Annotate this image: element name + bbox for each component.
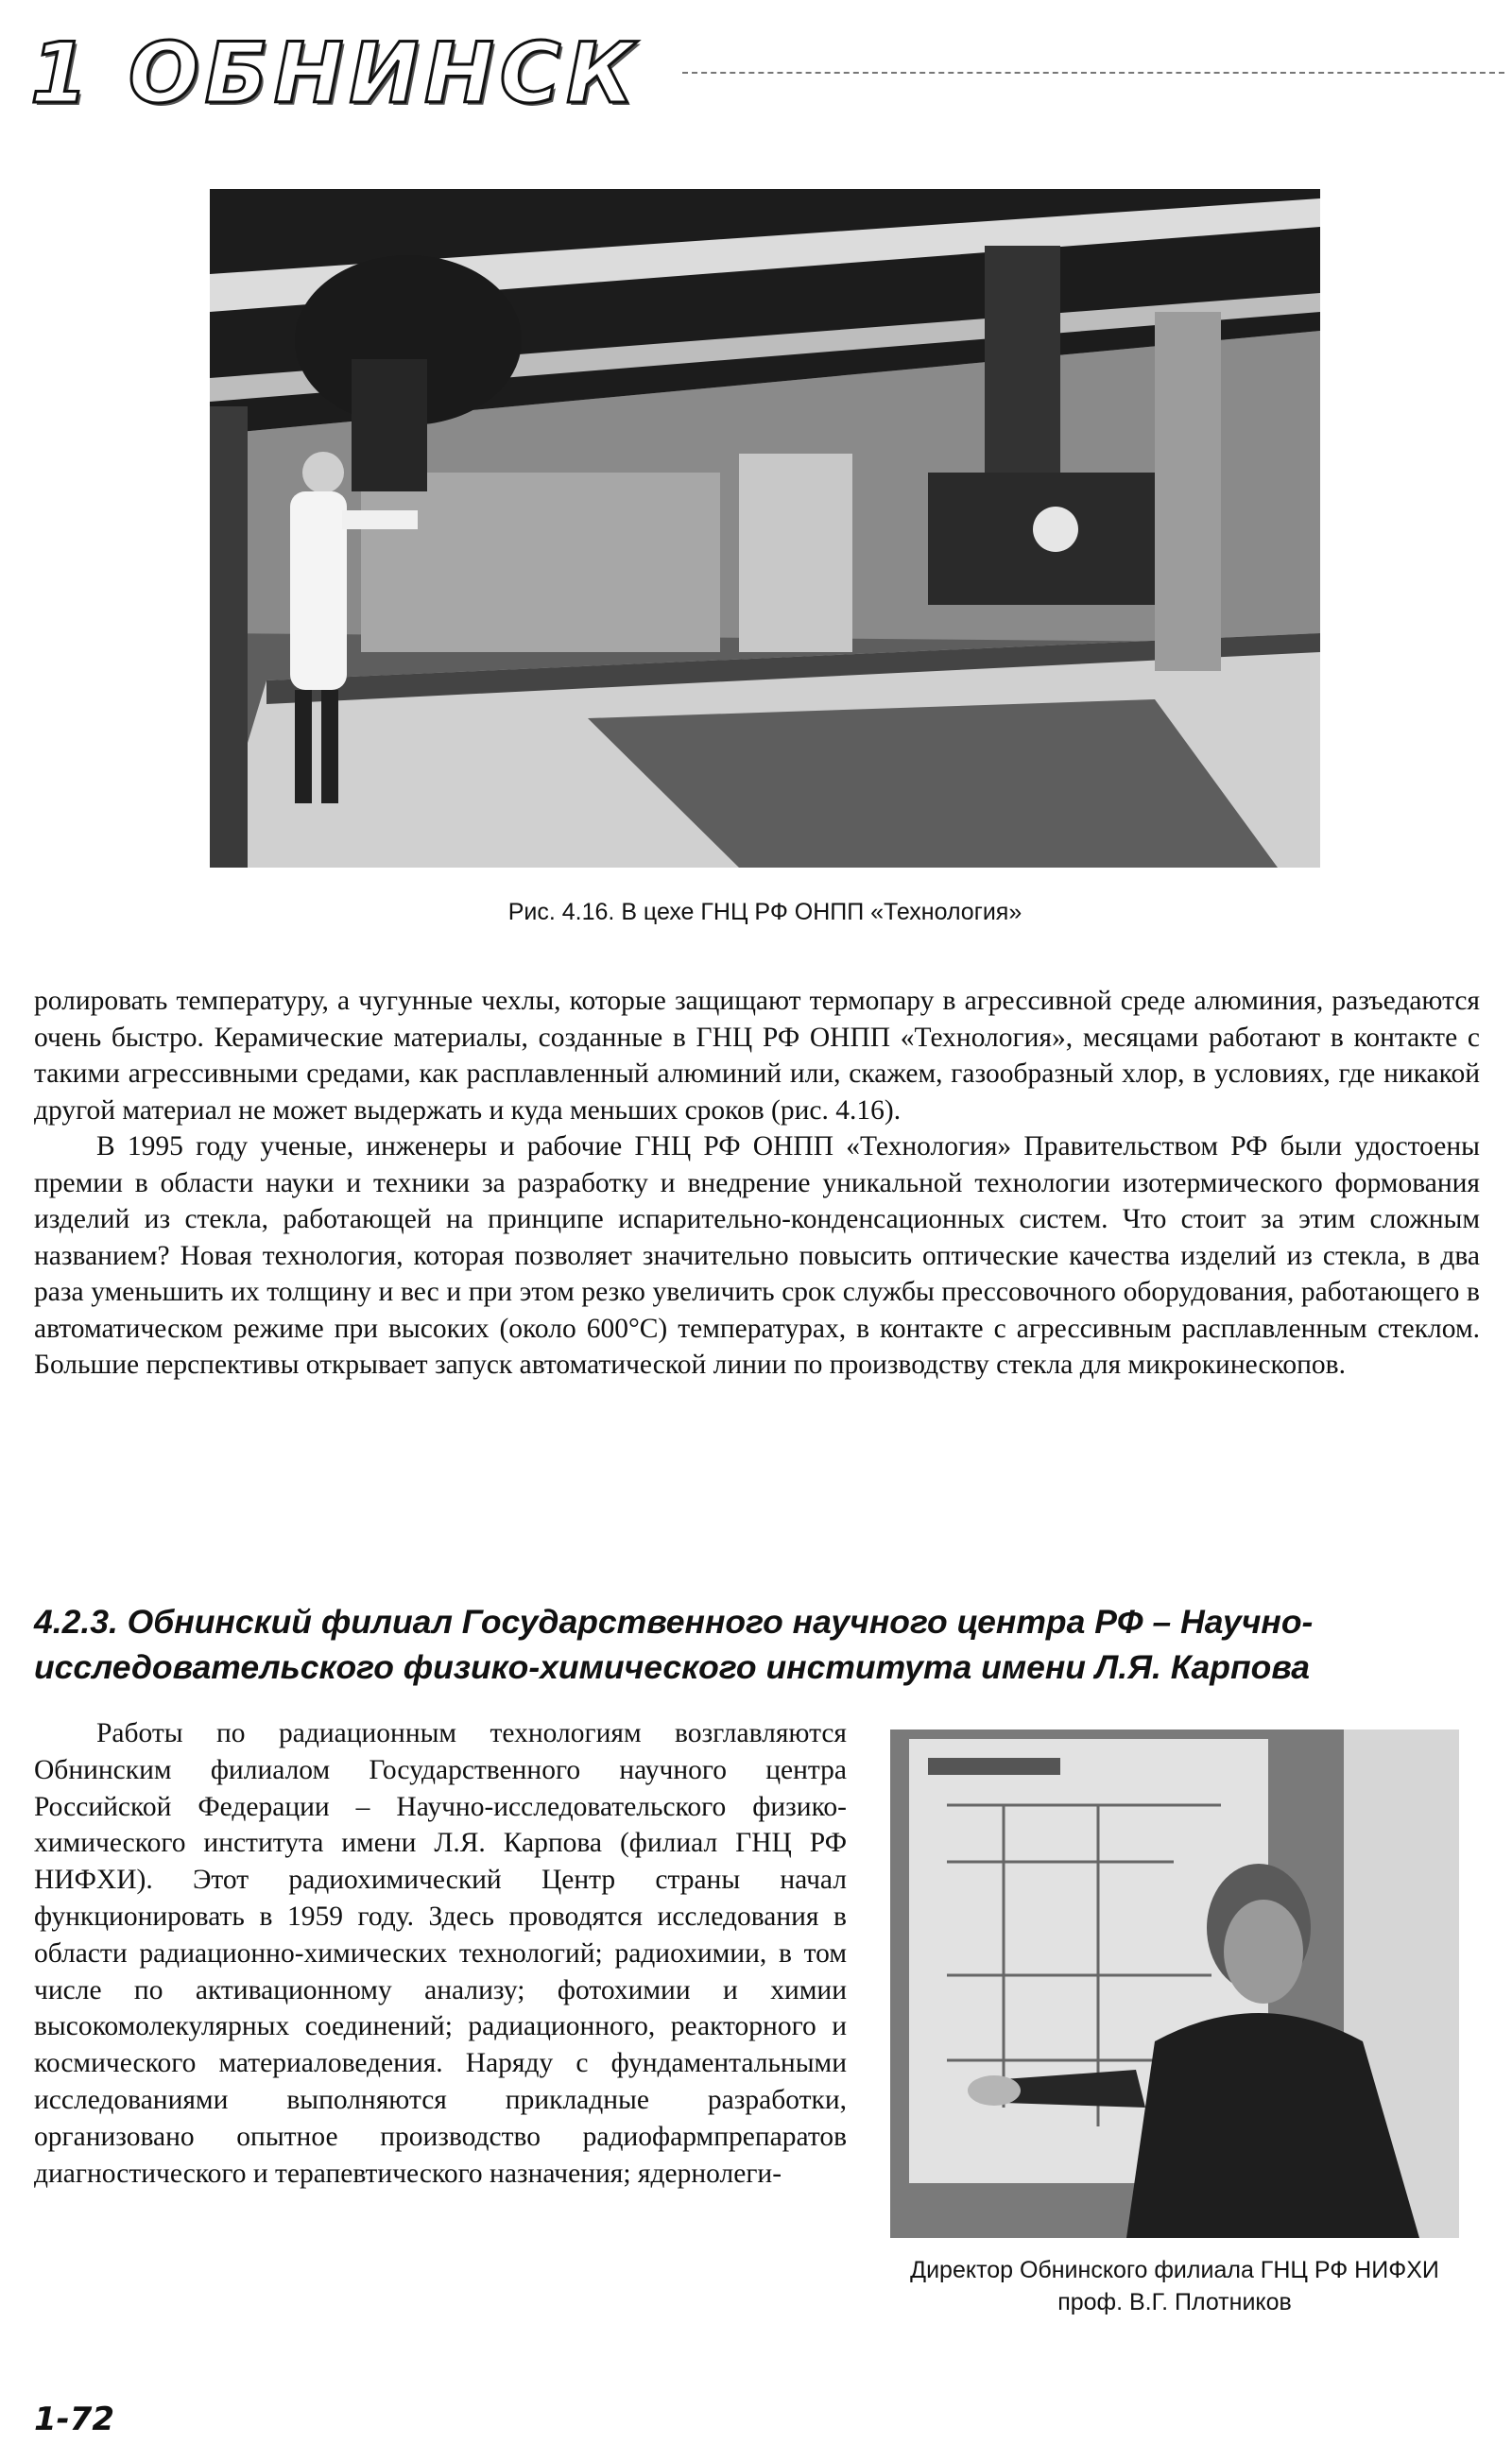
figure-workshop-photo xyxy=(210,189,1320,868)
section-text-column xyxy=(34,1715,847,2192)
director-photo-illustration xyxy=(890,1730,1459,2238)
chapter-title: 1 ОБНИНСК xyxy=(30,25,641,122)
paragraph-continued: ролировать температуру, а чугунные чехлы, которые защищают термопару в агрессивной среде алюминия, разъедаются очень быстро. Керамические материалы, созданные в ГНЦ РФ ОНПП «Технология», месяцами работают в контакте с такими агрессивными средами, как расплавленный алюминий или, скажем, газообразный хлор, в условиях, где никакой другой материал не может выдержать и куда меньших сроков (рис. 4.16). xyxy=(34,986,1480,1126)
page-number: 1-72 xyxy=(34,2401,115,2438)
section-paragraph: Работы по радиационным технологиям возглавляются Обнинским филиалом Государственного научного центра Российской Федерации – Научно-исследовательского физико-химического института имени Л.Я. Карпова (филиал ГНЦ РФ НИФХИ). Этот радиохимический Центр страны начал функционировать в 1959 году. Здесь проводятся исследования в области радиационно-химических технологий; радиохимии, в том числе по активационному анализу; фотохимии и химии высокомолекулярных соединений; радиационного, реакторного и космического материаловедения. Наряду с фундаментальными исследованиями выполняются прикладные разработки, организовано опытное производство радиофармпрепаратов диагностического и терапевтического назначения; ядернолеги- xyxy=(34,1718,847,2189)
running-header xyxy=(30,26,1486,121)
figure-director-photo xyxy=(890,1730,1459,2238)
figure-caption-director: Директор Обнинского филиала ГНЦ РФ НИФХИ проф. В.Г. Плотников xyxy=(910,2257,1439,2315)
section-heading: 4.2.3. Обнинский филиал Государственного научного центра РФ – Научно-исследовательского физико-химического института имени Л.Я. Карпова xyxy=(34,1603,1314,1686)
header-rule xyxy=(682,72,1504,74)
paragraph-1995: В 1995 году ученые, инженеры и рабочие ГНЦ РФ ОНПП «Технология» Правительством РФ были удостоены премии в области науки и техники за разработку и внедрение уникальной технологии изотермического формования изделий из стекла, работающей на принципе испарительно-конденсационных систем. Что стоит за этим сложным названием? Новая технология, которая позволяет значительно повысить оптические качества изделий из стекла, в два раза уменьшить их толщину и вес и при этом резко увеличить срок службы прессовочного оборудования, работающего в автоматическом режиме при высоких (около 600°С) температурах, в контакте с агрессивным расплавленным стеклом. Большие перспективы открывает запуск автоматической линии по производству стекла для микрокинескопов. xyxy=(34,1131,1480,1380)
main-text-block xyxy=(34,983,1480,1384)
figure-caption-main: Рис. 4.16. В цехе ГНЦ РФ ОНПП «Технология» xyxy=(507,899,1022,925)
workshop-photo-illustration xyxy=(210,189,1320,868)
